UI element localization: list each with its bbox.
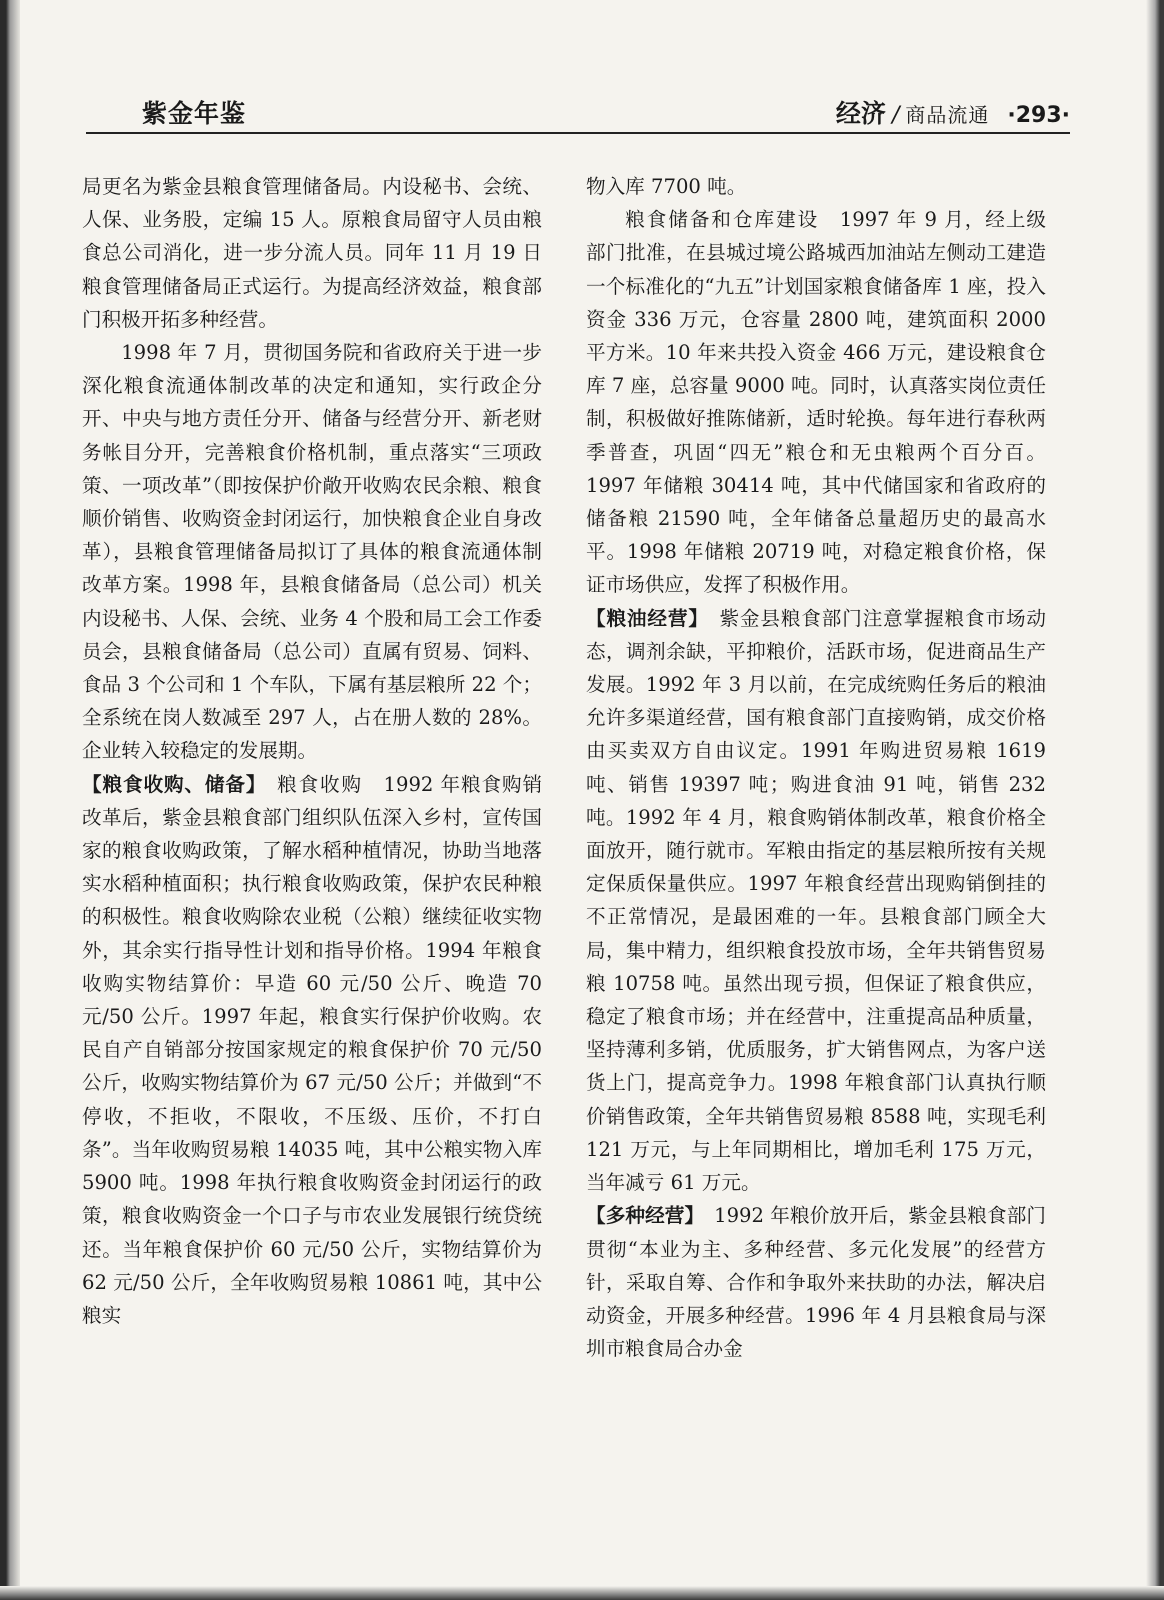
scan-edge-left bbox=[0, 0, 20, 1600]
paragraph-reform-1998: 1998 年 7 月，贯彻国务院和省政府关于进一步深化粮食流通体制改革的决定和通知，实行政企分开、中央与地方责任分开、储备与经营分开、新老财务帐目分开，完善粮食价格机制，重点落实“三项政策、一项改革”（即按保护价敞开收购农民余粮、粮食顺价销售、收购资金封闭运行，加快粮食企业自身改革），县粮食管理储备局拟订了具体的粮食流通体制改革方案。1998 年，县粮食储备局（总公司）机关内设秘书、人保、会统、业务 4 个股和局工会工作委员会，县粮食储备局（总公司）直属有贸易、饲料、食品 3 个公司和 1 个车队，下属有基层粮所 22 个；全系统在岗人数减至 297 人，占在册人数的 28%。企业转入较稳定的发展期。 bbox=[82, 341, 542, 763]
header-rule bbox=[86, 132, 1070, 134]
section-title-diversified: 【多种经营】 bbox=[586, 1204, 695, 1228]
runin-storage: 粮食储备和仓库建设 bbox=[625, 208, 820, 232]
paragraph-storage-body: 1997 年 9 月，经上级部门批准，在县城过境公路城西加油站左侧动工建造一个标准化的“九五”计划国家粮食储备库 1 座，投入资金 336 万元，仓容量 2800 吨，建筑面积 2000 平方米。10 年来共投入资金 466 万元，建设粮食仓库 7 座，总容量 9000 吨。同时，认真落实岗位责任制，积极做好推陈储新，适时轮换。每年进行春秋两季普查，巩固“四无”粮仓和无虫粮两个百分百。1997 年储粮 30414 吨，其中代储国家和省政府的储备粮 21590 吨，全年储备总量超历史的最高水平。1998 年储粮 20719 吨，对稳定粮食价格，保证市场供应，发挥了积极作用。 bbox=[586, 208, 1047, 597]
subsection-name: 商品流通 bbox=[905, 103, 990, 127]
page-number: ·293· bbox=[1007, 103, 1070, 128]
section-title-grain-purchase: 【粮食收购、储备】 bbox=[82, 772, 257, 796]
section-name: 经济 bbox=[835, 99, 886, 128]
section-grain-purchase bbox=[82, 768, 542, 1332]
section-separator: / bbox=[891, 103, 900, 128]
section-title-grain-oil: 【粮油经营】 bbox=[586, 606, 699, 630]
paragraph-bureau-rename: 局更名为紫金县粮食管理储备局。内设秘书、会统、人保、业务股，定编 15 人。原粮食局留守人员由粮食总公司消化，进一步分流人员。同年 11 月 19 日粮食管理储备局正式运行。为提高经济效益，粮食部门积极开拓多种经营。 bbox=[82, 175, 542, 331]
runin-grain-purchase: 粮食收购 bbox=[277, 772, 364, 796]
left-column bbox=[82, 170, 542, 1332]
section-grain-oil bbox=[586, 602, 1046, 1200]
running-header bbox=[86, 92, 1070, 132]
paragraph-storage bbox=[586, 203, 1046, 601]
paragraph-grain-purchase: 1992 年粮食购销改革后，紫金县粮食部门组织队伍深入乡村，宣传国家的粮食收购政策，了解水稻种植情况，协助当地落实水稻种植面积；执行粮食收购政策，保护农民种粮的积极性。粮食收购除农业税（公粮）继续征收实物外，其余实行指导性计划和指导价格。1994 年粮食收购实物结算价：早造 60 元/50 公斤、晚造 70 元/50 公斤。1997 年起，粮食实行保护价收购。农民自产自销部分按国家规定的粮食保护价 70 元/50 公斤，收购实物结算价为 67 元/50 公斤；并做到“不停收，不拒收，不限收，不压级、压价，不打白条”。当年收购贸易粮 14035 吨，其中公粮实物入库 5900 吨。1998 年执行粮食收购资金封闭运行的政策，粮食收购资金一个口子与市农业发展银行统贷统还。当年粮食保护价 60 元/50 公斤，实物结算价为 62 元/50 公斤，全年收购贸易粮 10861 吨，其中公粮实 bbox=[82, 772, 543, 1327]
right-column bbox=[586, 170, 1046, 1365]
scan-edge-bottom bbox=[0, 1586, 1164, 1600]
section-diversified bbox=[586, 1199, 1046, 1365]
yearbook-title: 紫金年鉴 bbox=[142, 99, 247, 128]
paragraph-continuation: 物入库 7700 吨。 bbox=[586, 175, 747, 198]
paragraph-diversified: 1992 年粮价放开后，紫金县粮食部门贯彻“本业为主、多种经营、多元化发展”的经营方针，采取自筹、合作和争取外来扶助的办法，解决启动资金，开展多种经营。1996 年 4 月县粮食局与深圳市粮食局合办金 bbox=[586, 1204, 1047, 1361]
scan-edge-right bbox=[1146, 0, 1164, 1600]
paragraph-grain-oil: 紫金县粮食部门注意掌握粮食市场动态，调剂余缺，平抑粮价，活跃市场，促进商品生产发展。1992 年 3 月以前，在完成统购任务后的粮油允许多渠道经营，国有粮食部门直接购销，成交价格由买卖双方自由议定。1991 年购进贸易粮 1619 吨、销售 19397 吨；购进食油 91 吨，销售 232 吨。1992 年 4 月，粮食购销体制改革，粮食价格全面放开，随行就市。军粮由指定的基层粮所按有关规定保质保量供应。1997 年粮食经营出现购销倒挂的不正常情况，是最困难的一年。县粮食部门顾全大局，集中精力，组织粮食投放市场，全年共销售贸易粮 10758 吨。虽然出现亏损，但保证了粮食供应，稳定了粮食市场；并在经营中，注重提高品种质量，坚持薄利多销，优质服务，扩大销售网点，为客户送货上门，提高竞争力。1998 年粮食部门认真执行顺价销售政策，全年共销售贸易粮 8588 吨，实现毛利 121 万元，与上年同期相比，增加毛利 175 万元，当年减亏 61 万元。 bbox=[586, 606, 1047, 1195]
section-heading bbox=[836, 94, 1070, 130]
